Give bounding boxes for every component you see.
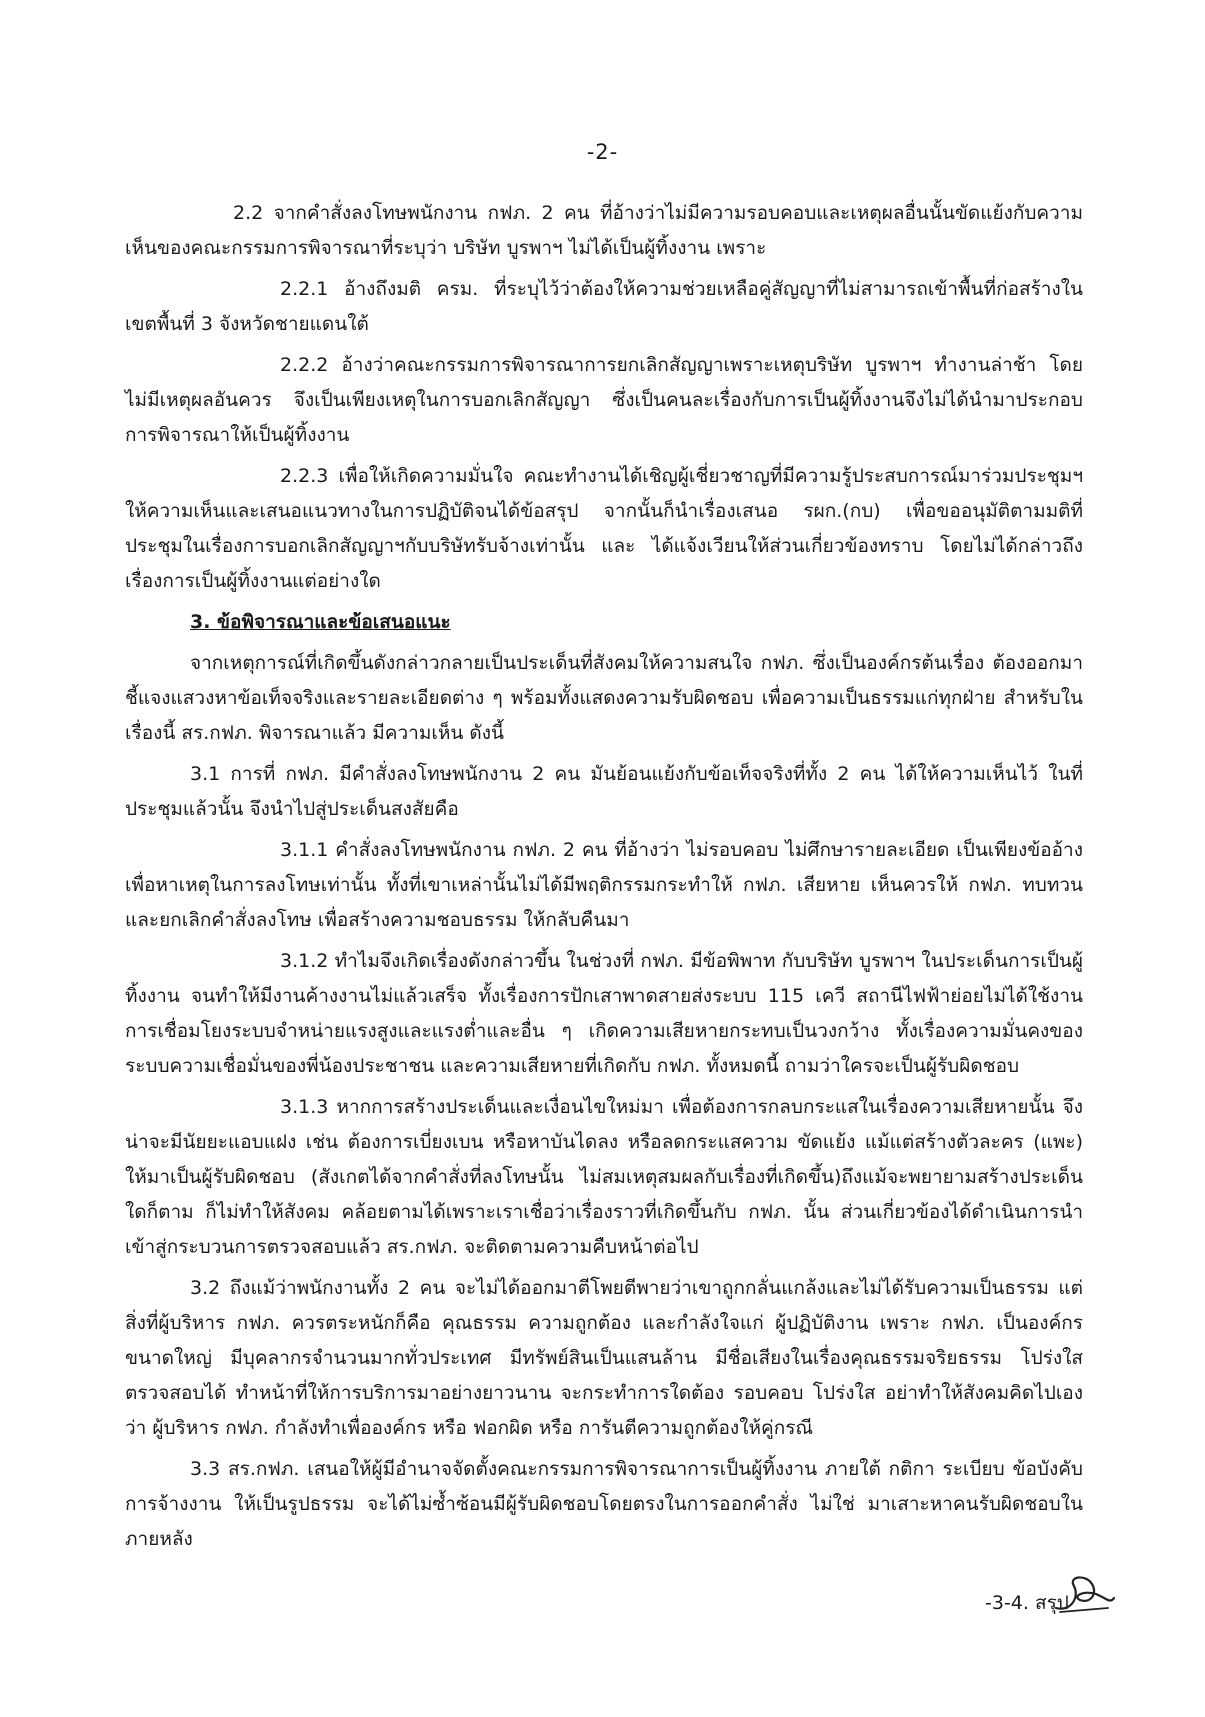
paragraph-2-2-3: 2.2.3 เพื่อให้เกิดความมั่นใจ คณะทำงานได้เชิญผู้เชี่ยวชาญที่มีความรู้ประสบการณ์มาร่วมประชุมฯ ให้ความเห็นและเสนอแนวทางในการปฏิบัติจนได้ข้อสรุป จากนั้นก็นำเรื่องเสนอ รผก.(กบ) เพื่อขออนุมัติตามมติที่ประชุมในเรื่องการบอกเลิกสัญญาฯกับบริษัทรับจ้างเท่านั้น และ ได้แจ้งเวียนให้ส่วนเกี่ยวข้องทราบ โดยไม่ได้กล่าวถึงเรื่องการเป็นผู้ทิ้งงานแต่อย่างใด xyxy=(125,465,1083,592)
continuation-marker: -3-4. สรุป xyxy=(985,1592,1069,1614)
paragraph-2-2: 2.2 จากคำสั่งลงโทษพนักงาน กฟภ. 2 คน ที่อ้างว่าไม่มีความรอบคอบและเหตุผลอื่นนั้นขัดแย้งกับความเห็นของคณะกรรมการพิจารณาที่ระบุว่า บริษัท บูรพาฯ ไม่ได้เป็นผู้ทิ้งงาน เพราะ xyxy=(125,202,1083,259)
page-number: -2- xyxy=(586,140,619,164)
paragraph-2-2-1: 2.2.1 อ้างถึงมติ ครม. ที่ระบุไว้ว่าต้องให้ความช่วยเหลือคู่สัญญาที่ไม่สามารถเข้าพื้นที่ก่อสร้างในเขตพื้นที่ 3 จังหวัดชายแดนใต้ xyxy=(125,278,1083,335)
paragraph-3-1: 3.1 การที่ กฟภ. มีคำสั่งลงโทษพนักงาน 2 คน มันย้อนแย้งกับข้อเท็จจริงที่ทั้ง 2 คน ได้ให้ความเห็นไว้ ในที่ประชุมแล้วนั้น จึงนำไปสู่ประเด็นสงสัยคือ xyxy=(125,763,1083,820)
paragraph-3-1-1: 3.1.1 คำสั่งลงโทษพนักงาน กฟภ. 2 คน ที่อ้างว่า ไม่รอบคอบ ไม่ศึกษารายละเอียด เป็นเพียงข้ออ้าง เพื่อหาเหตุในการลงโทษเท่านั้น ทั้งที่เขาเหล่านั้นไม่ได้มีพฤติกรรมกระทำให้ กฟภ. เสียหาย เห็นควรให้ กฟภ. ทบทวนและยกเลิกคำสั่งลงโทษ เพื่อสร้างความชอบธรรม ให้กลับคืนมา xyxy=(125,839,1083,931)
paragraph-3-intro: จากเหตุการณ์ที่เกิดขึ้นดังกล่าวกลายเป็นประเด็นที่สังคมให้ความสนใจ กฟภ. ซึ่งเป็นองค์กรต้นเรื่อง ต้องออกมาชี้แจงแสวงหาข้อเท็จจริงและรายละเอียดต่าง ๆ พร้อมทั้งแสดงความรับผิดชอบ เพื่อความเป็นธรรมแก่ทุกฝ่าย สำหรับในเรื่องนี้ สร.กฟภ. พิจารณาแล้ว มีความเห็น ดังนี้ xyxy=(125,652,1083,744)
paragraph-3-3: 3.3 สร.กฟภ. เสนอให้ผู้มีอำนาจจัดตั้งคณะกรรมการพิจารณาการเป็นผู้ทิ้งงาน ภายใต้ กติกา ระเบียบ ข้อบังคับ การจ้างงาน ให้เป็นรูปธรรม จะได้ไม่ซ้ำซ้อนมีผู้รับผิดชอบโดยตรงในการออกคำสั่ง ไม่ใช่ มาเสาะหาคนรับผิดชอบในภายหลัง xyxy=(125,1458,1083,1550)
signature-icon xyxy=(1050,1568,1120,1618)
paragraph-3-2: 3.2 ถึงแม้ว่าพนักงานทั้ง 2 คน จะไม่ได้ออกมาตีโพยตีพายว่าเขาถูกกลั่นแกล้งและไม่ได้รับความเป็นธรรม แต่สิ่งที่ผู้บริหาร กฟภ. ควรตระหนักก็คือ คุณธรรม ความถูกต้อง และกำลังใจแก่ ผู้ปฏิบัติงาน เพราะ กฟภ. เป็นองค์กรขนาดใหญ่ มีบุคลากรจำนวนมากทั่วประเทศ มีทรัพย์สินเป็นแสนล้าน มีชื่อเสียงในเรื่องคุณธรรมจริยธรรม โปร่งใส ตรวจสอบได้ ทำหน้าที่ให้การบริการมาอย่างยาวนาน จะกระทำการใดต้อง รอบคอบ โปร่งใส อย่าทำให้สังคมคิดไปเองว่า ผู้บริหาร กฟภ. กำลังทำเพื่อองค์กร หรือ ฟอกผิด หรือ การันตีความถูกต้องให้คู่กรณี xyxy=(125,1277,1083,1439)
section-heading: 3. ข้อพิจารณาและข้อเสนอแนะ xyxy=(190,611,451,633)
paragraph-2-2-2: 2.2.2 อ้างว่าคณะกรรมการพิจารณาการยกเลิกสัญญาเพราะเหตุบริษัท บูรพาฯ ทำงานล่าช้า โดยไม่มีเหตุผลอันควร จึงเป็นเพียงเหตุในการบอกเลิกสัญญา ซึ่งเป็นคนละเรื่องกับการเป็นผู้ทิ้งงานจึงไม่ได้นำมาประกอบการพิจารณาให้เป็นผู้ทิ้งงาน xyxy=(125,354,1083,446)
paragraph-3-1-2: 3.1.2 ทำไมจึงเกิดเรื่องดังกล่าวขึ้น ในช่วงที่ กฟภ. มีข้อพิพาท กับบริษัท บูรพาฯ ในประเด็นการเป็นผู้ทิ้งงาน จนทำให้มีงานค้างงานไม่แล้วเสร็จ ทั้งเรื่องการปักเสาพาดสายส่งระบบ 115 เควี สถานีไฟฟ้าย่อยไม่ได้ใช้งาน การเชื่อมโยงระบบจำหน่ายแรงสูงและแรงต่ำและอื่น ๆ เกิดความเสียหายกระทบเป็นวงกว้าง ทั้งเรื่องความมั่นคงของระบบความเชื่อมั่นของพี่น้องประชาชน และความเสียหายที่เกิดกับ กฟภ. ทั้งหมดนี้ ถามว่าใครจะเป็นผู้รับผิดชอบ xyxy=(125,950,1083,1077)
signature xyxy=(1050,1568,1120,1618)
paragraph-3-1-3: 3.1.3 หากการสร้างประเด็นและเงื่อนไขใหม่มา เพื่อต้องการกลบกระแสในเรื่องความเสียหายนั้น จึงน่าจะมีนัยยะแอบแฝง เช่น ต้องการเบี่ยงเบน หรือหาบันไดลง หรือลดกระแสความ ขัดแย้ง แม้แต่สร้างตัวละคร (แพะ) ให้มาเป็นผู้รับผิดชอบ (สังเกตได้จากคำสั่งที่ลงโทษนั้น ไม่สมเหตุสมผลกับเรื่องที่เกิดขึ้น)ถึงแม้จะพยายามสร้างประเด็นใดก็ตาม ก็ไม่ทำให้สังคม คล้อยตามได้เพราะเราเชื่อว่าเรื่องราวที่เกิดขึ้นกับ กฟภ. นั้น ส่วนเกี่ยวข้องได้ดำเนินการนำเข้าสู่กระบวนการตรวจสอบแล้ว สร.กฟภ. จะติดตามความคืบหน้าต่อไป xyxy=(125,1096,1083,1258)
document-body xyxy=(125,196,1083,1563)
